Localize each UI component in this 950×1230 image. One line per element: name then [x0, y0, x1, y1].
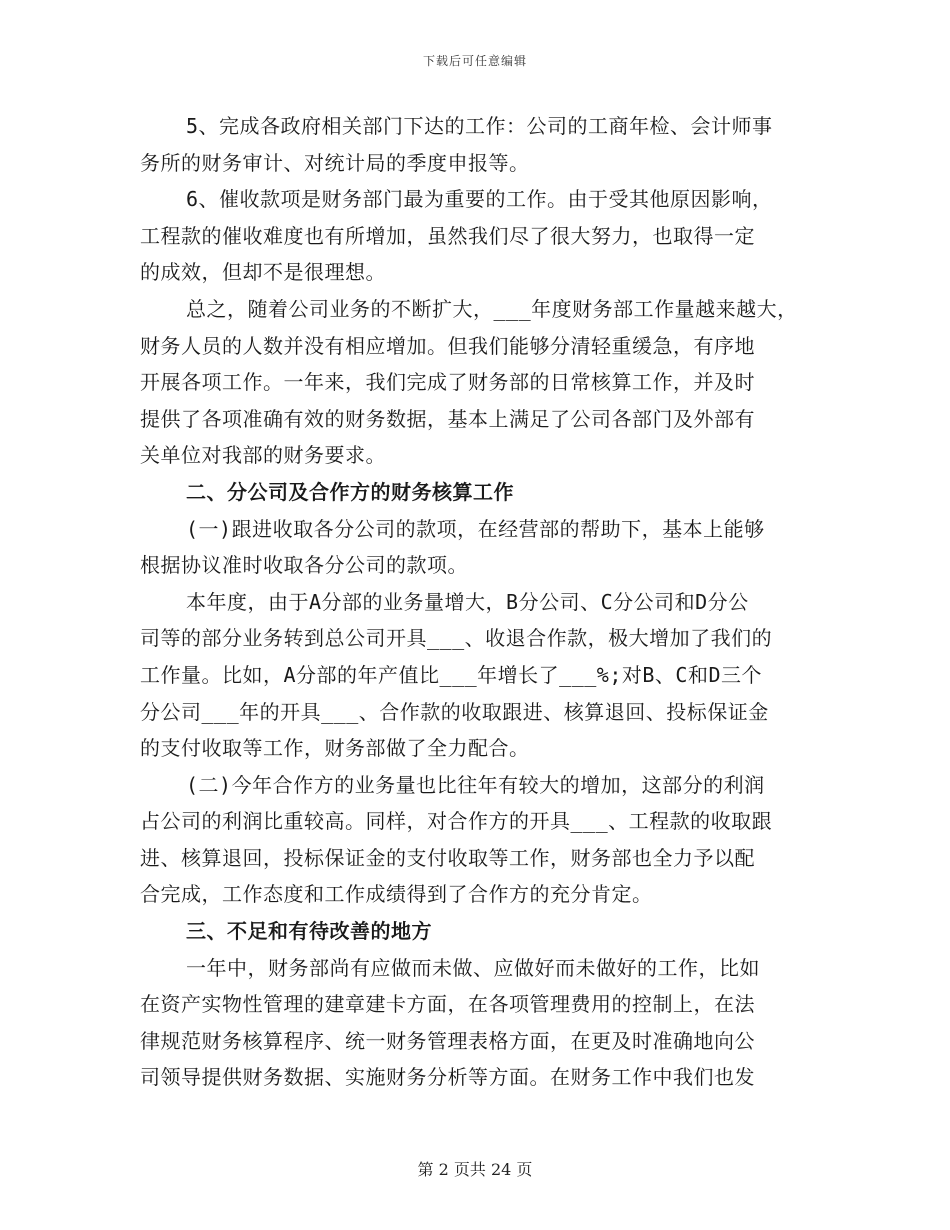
paragraph-line: 开展各项工作。一年来，我们完成了财务部的日常核算工作，并及时 [140, 370, 755, 395]
paragraph-line: 的成效，但却不是很理想。 [140, 260, 386, 285]
paragraph-line: (二)今年合作方的业务量也比往年有较大的增加，这部分的利润 [186, 772, 765, 797]
paragraph-line: (一)跟进收取各分公司的款项，在经营部的帮助下，基本上能够 [186, 516, 765, 541]
page-header: 下载后可任意编辑 [422, 54, 527, 68]
paragraph-line: 司等的部分业务转到总公司开具___、收退合作款，极大增加了我们的 [140, 626, 773, 651]
page-footer: 第 2 页共 24 页 [417, 1160, 533, 1179]
paragraph-line: 进、核算退回，投标保证金的支付收取等工作，财务部也全力予以配 [140, 845, 755, 870]
paragraph-line: 占公司的利润比重较高。同样，对合作方的开具___、工程款的收取跟 [140, 809, 773, 834]
section-heading: 二、分公司及合作方的财务核算工作 [186, 479, 514, 504]
document-body [140, 108, 820, 1096]
paragraph-line: 5、完成各政府相关部门下达的工作：公司的工商年检、会计师事 [186, 114, 773, 138]
paragraph-line: 关单位对我部的财务要求。 [140, 443, 386, 468]
paragraph-line: 在资产实物性管理的建章建卡方面，在各项管理费用的控制上，在法 [140, 992, 755, 1017]
paragraph-line: 务所的财务审计、对统计局的季度申报等。 [140, 150, 530, 175]
paragraph-line: 6、催收款项是财务部门最为重要的工作。由于受其他原因影响， [186, 187, 773, 212]
paragraph-line: 分公司___年的开具___、合作款的收取跟进、核算退回、投标保证金 [140, 699, 769, 724]
section-heading: 三、不足和有待改善的地方 [186, 919, 432, 944]
paragraph-line: 工作量。比如，A分部的年产值比___年增长了___%;对B、C和D三个 [140, 662, 762, 687]
paragraph-line: 司领导提供财务数据、实施财务分析等方面。在财务工作中我们也发 [140, 1065, 755, 1090]
paragraph-line: 律规范财务核算程序、统一财务管理表格方面，在更及时准确地向公 [140, 1028, 755, 1053]
paragraph-line: 合完成，工作态度和工作成绩得到了合作方的充分肯定。 [140, 882, 653, 907]
paragraph-line: 根据协议准时收取各分公司的款项。 [140, 553, 468, 578]
paragraph-line: 工程款的催收难度也有所增加，虽然我们尽了很大努力，也取得一定 [140, 223, 755, 248]
paragraph-line: 的支付收取等工作，财务部做了全力配合。 [140, 736, 530, 761]
paragraph-line: 提供了各项准确有效的财务数据，基本上满足了公司各部门及外部有 [140, 406, 755, 431]
paragraph-line: 总之，随着公司业务的不断扩大，___年度财务部工作量越来越大， [186, 296, 798, 321]
paragraph-line: 本年度，由于A分部的业务量增大，B分公司、C分公司和D分公 [186, 589, 749, 614]
paragraph-line: 一年中，财务部尚有应做而未做、应做好而未做好的工作，比如 [186, 955, 760, 980]
paragraph-line: 财务人员的人数并没有相应增加。但我们能够分清轻重缓急，有序地 [140, 333, 755, 358]
